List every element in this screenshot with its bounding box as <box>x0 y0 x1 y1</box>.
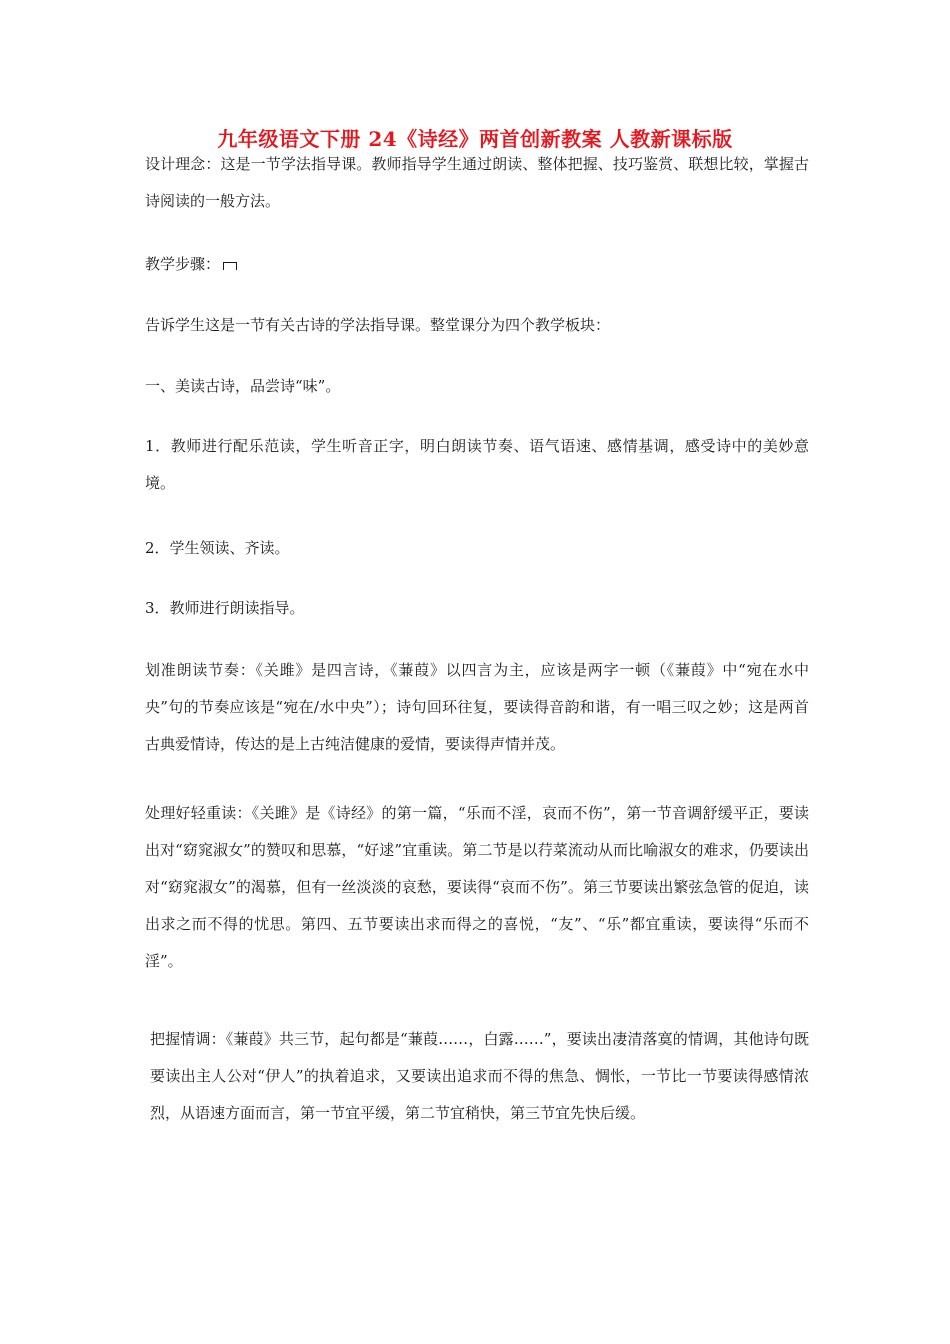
page-title: 九年级语文下册 24《诗经》两首创新教案 人教新课标版 <box>217 127 733 151</box>
step-2-paragraph: 2．学生领读、齐读。 <box>145 539 290 557</box>
step-1-paragraph: 1．教师进行配乐范读，学生听音正字，明白朗读节奏、语气语速、感情基调，感受诗中的美妙意境。 <box>145 437 809 492</box>
stress-paragraph: 处理好轻重读：《关雎》是《诗经》的第一篇，“乐而不淫，哀而不伤”，第一节音调舒缓平正，要读出对“窈窕淑女”的赞叹和思慕，“好逑”宜重读。第二节是以荇菜流动从而比喻淑女的难求，仍要读出对“窈窕淑女”的渴慕，但有一丝淡淡的哀愁，要读得“哀而不伤”。第三节要读出繁弦急管的促迫，读出求之而不得的忧思。第四、五节要读出求而得之的喜悦，“友”、“乐”都宜重读，要读得“乐而不淫”。 <box>145 804 809 970</box>
section-heading-1: 一、美读古诗，品尝诗“味”。 <box>145 377 341 395</box>
step-3-paragraph: 3．教师进行朗读指导。 <box>145 599 305 617</box>
mood-paragraph: 把握情调：《蒹葭》共三节，起句都是“蒹葭……，白露……”，要读出凄清落寞的情调，其他诗句既要读出主人公对“伊人”的执着追求，又要读出追求而不得的焦急、惆怅，一节比一节要读得感情浓烈，从语速方面而言，第一节宜平缓，第二节宜稍快，第三节宜先快后缓。 <box>150 1030 809 1122</box>
bracket-mark-icon <box>223 262 237 270</box>
teaching-steps-label: 教学步骤： <box>145 255 221 273</box>
intro-paragraph: 告诉学生这是一节有关古诗的学法指导课。整堂课分为四个教学板块： <box>145 316 611 334</box>
design-concept-paragraph: 设计理念：这是一节学法指导课。教师指导学生通过朗读、整体把握、技巧鉴赏、联想比较，掌握古诗阅读的一般方法。 <box>145 155 809 210</box>
teaching-steps-heading <box>145 246 809 283</box>
rhythm-paragraph: 划准朗读节奏：《关雎》是四言诗，《蒹葭》以四言为主，应该是两字一顿（《蒹葭》中“宛在水中央”句的节奏应该是“宛在/水中央”）；诗句回环往复，要读得音韵和谐，有一唱三叹之妙；这是两首古典爱情诗，传达的是上古纯洁健康的爱情，要读得声情并茂。 <box>145 661 809 753</box>
